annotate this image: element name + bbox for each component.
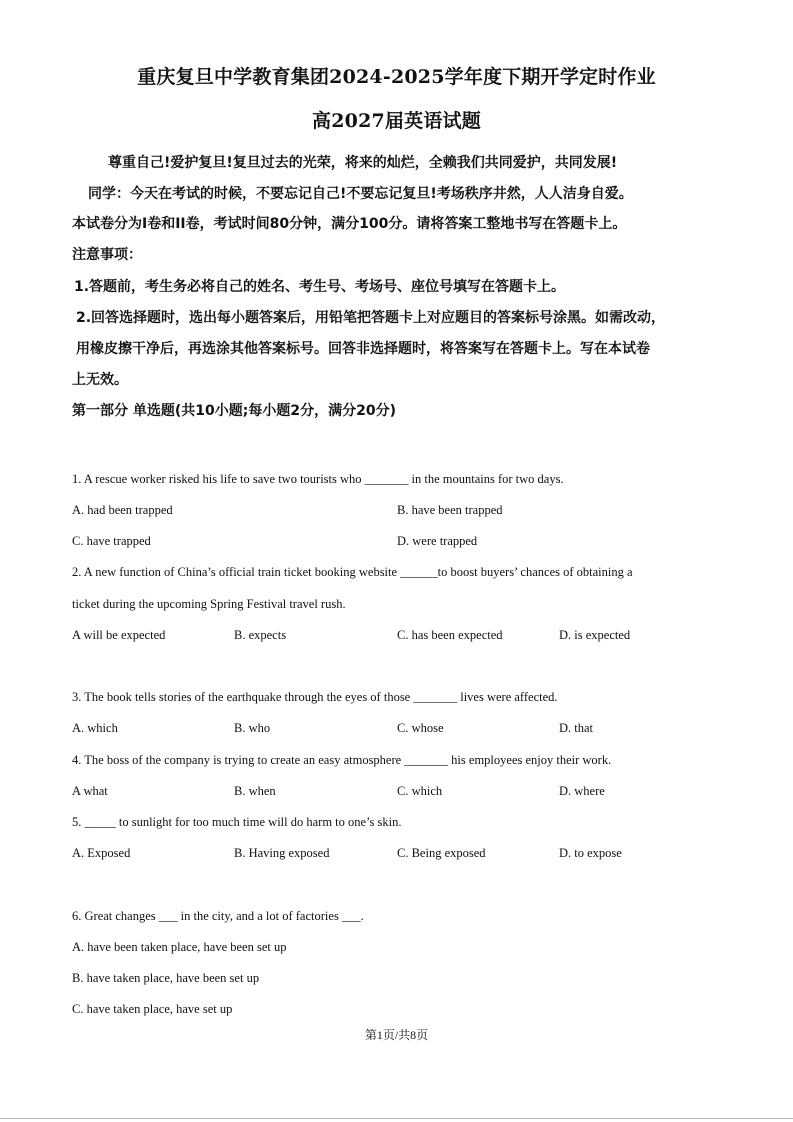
question-stem: 6. Great changes ___ in the city, and a lot of factories ___. [72,909,364,923]
option-d: D. were trapped [397,534,478,548]
option-b: B. Having exposed [234,846,330,860]
page-bottom-rule [0,1118,793,1119]
question-stem: 2. A new function of China’s official train ticket booking website ______to boost buyers’ chances of obtaining a [72,565,633,579]
exam-title: 重庆复旦中学教育集团2024-2025学年度下期开学定时作业 [137,66,656,88]
page-number: 第1页/共8页 [364,1028,429,1042]
exam-info: 本试卷分为I卷和II卷，考试时间80分钟，满分100分。请将答案工整地书写在答题卡上。 [72,216,627,232]
option-b: B. when [234,784,276,798]
option-c: C. have trapped [72,534,151,548]
option-b: B. have been trapped [397,503,503,517]
option-a: A what [72,784,108,798]
section-heading: 第一部分 单选题(共10小题;每小题2分，满分20分) [72,403,396,419]
exam-subtitle: 高2027届英语试题 [312,110,481,132]
option-a: A. which [72,721,118,735]
note-2-line-1: 2.回答选择题时，选出每小题答案后，用铅笔把答题卡上对应题目的答案标号涂黑。如需改动， [76,310,666,326]
option-d: D. to expose [559,846,622,860]
note-1: 1.答题前，考生务必将自己的姓名、考生号、考场号、座位号填写在答题卡上。 [74,279,566,295]
question-stem: 4. The boss of the company is trying to create an easy atmosphere _______ his employees enjoy their work. [72,753,612,767]
note-2-line-2: 用橡皮擦干净后，再选涂其他答案标号。回答非选择题时，将答案写在答题卡上。写在本试卷 [76,341,650,357]
option-a: A. have been taken place, have been set up [72,940,287,954]
option-c: C. has been expected [397,628,503,642]
notes-heading: 注意事项： [72,247,142,263]
option-a: A. Exposed [72,846,131,860]
option-c: C. Being exposed [397,846,486,860]
option-b: B. who [234,721,271,735]
option-d: D. where [559,784,605,798]
option-b: B. expects [234,628,287,642]
motto: 尊重自己!爱护复旦!复旦过去的光荣，将来的灿烂，全赖我们共同爱护，共同发展! [108,155,618,171]
question-stem: 5. _____ to sunlight for too much time will do harm to one’s skin. [72,815,402,829]
option-d: D. is expected [559,628,631,642]
greeting: 同学：今天在考试的时候，不要忘记自己!不要忘记复旦!考场秩序井然，人人洁身自爱。 [88,186,633,202]
option-c: C. whose [397,721,444,735]
option-a: A. had been trapped [72,503,173,517]
option-a: A will be expected [72,628,166,642]
question-stem: 1. A rescue worker risked his life to save two tourists who _______ in the mountains for two days. [72,472,564,486]
question-stem: 3. The book tells stories of the earthquake through the eyes of those _______ lives were affected. [72,690,558,704]
option-d: D. that [559,721,594,735]
option-b: B. have taken place, have been set up [72,971,260,985]
option-c: C. which [397,784,443,798]
note-2-line-3: 上无效。 [72,372,128,388]
option-c: C. have taken place, have set up [72,1002,233,1016]
question-stem-continued: ticket during the upcoming Spring Festival travel rush. [72,597,346,611]
